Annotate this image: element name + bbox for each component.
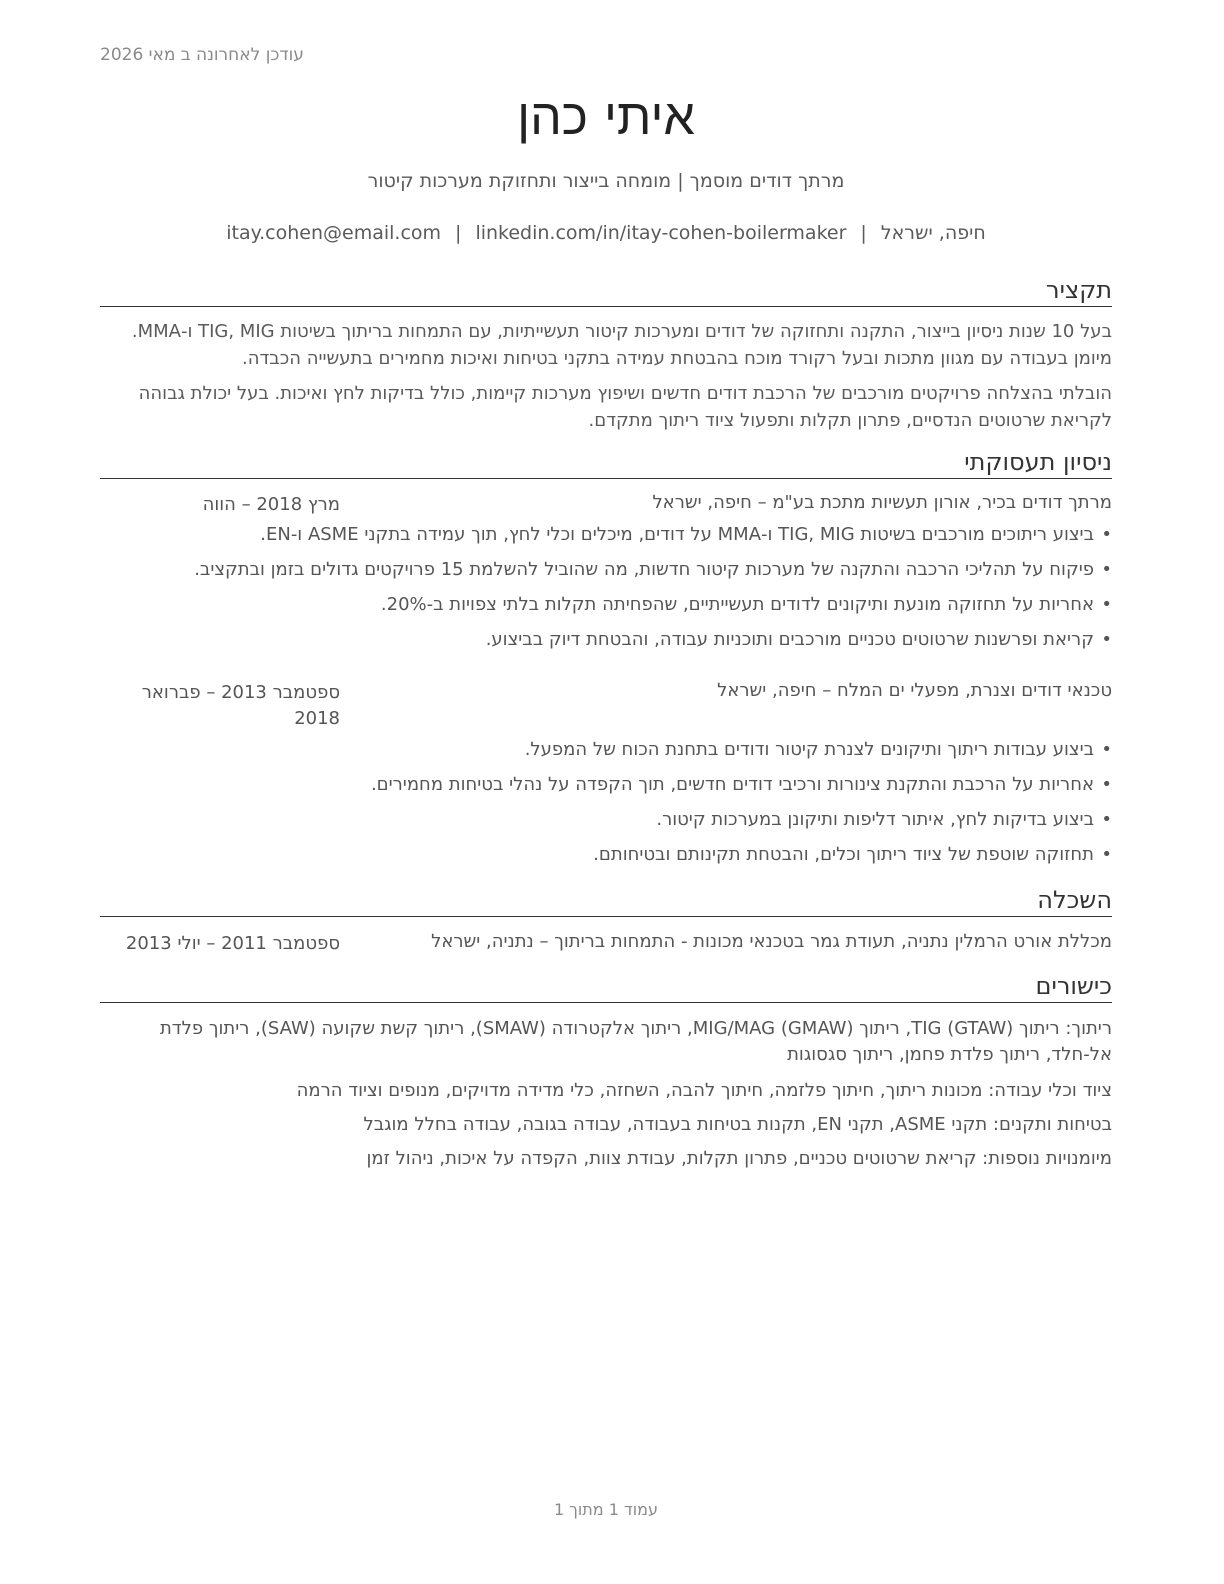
list-item: • ביצוע בדיקות לחץ, איתור דליפות ותיקונן במערכות קיטור. — [100, 807, 1112, 842]
contact-separator: | — [455, 222, 462, 244]
list-item: • תחזוקה שוטפת של ציוד ריתוך וכלים, והבטחת תקינותם ובטיחותם. — [100, 842, 1112, 877]
section-title-experience: ניסיון תעסוקתי — [100, 448, 1112, 479]
list-item: • ביצוע ריתוכים מורכבים בשיטות TIG, MIG ו-MMA על דודים, מיכלים וכלי לחץ, תוך עמידה בתקני ASME ו-EN. — [100, 522, 1112, 557]
resume-page — [100, 0, 1112, 1584]
job-dates: מרץ 2018 – הווה — [202, 494, 340, 515]
page-number: עמוד 1 מתוך 1 — [554, 1500, 658, 1519]
job-bullets — [100, 522, 1112, 662]
contact-line — [100, 222, 1112, 244]
education-dates: ספטמבר 2011 – יולי 2013 — [125, 933, 340, 954]
contact-email[interactable]: itay.cohen@email.com — [226, 222, 442, 244]
list-item: • קריאת ופרשנות שרטוטים טכניים מורכבים ותוכניות עבודה, והבטחת דיוק בביצוע. — [100, 627, 1112, 662]
section-title-education: השכלה — [100, 886, 1112, 917]
summary-paragraph: הובלתי בהצלחה פרויקטים מורכבים של הרכבת דודים חדשים ושיפוץ מערכות קיימות, כולל בדיקות לחץ ואיכות. בעל יכולת גבוהה לקריאת שרטוטים הנדסיים, פתרון תקלות ותפעול ציוד ריתוך מתקדם. — [138, 383, 1112, 431]
section-title-summary: תקציר — [100, 276, 1112, 307]
summary-paragraph: בעל 10 שנות ניסיון בייצור, התקנה ותחזוקה של דודים ומערכות קיטור תעשייתיות, עם התמחות בריתוך בשיטות TIG, MIG ו-MMA. מיומן בעבודה עם מגוון מתכות ובעל רקורד מוכח בהבטחת עמידה בתקני בטיחות ואיכות מחמירים בתעשייה הכבדה. — [131, 321, 1112, 369]
list-item: • פיקוח על תהליכי הרכבה והתקנה של מערכות קיטור חדשות, מה שהוביל להשלמת 15 פרויקטים גדולים בזמן ובתקציב. — [100, 557, 1112, 592]
skill-line: ריתוך: ריתוך TIG (GTAW), ריתוך MIG/MAG (GMAW), ריתוך אלקטרודה (SMAW), ריתוך קשת שקועה (SAW), ריתוך פלדת אל-חלד, ריתוך פלדת פחמן, ריתוך סגסוגות — [159, 1018, 1112, 1065]
skill-line: ציוד וכלי עבודה: מכונות ריתוך, חיתוך פלזמה, חיתוך להבה, השחזה, כלי מדידה מדויקים, מנופים וציוד הרמה — [296, 1080, 1112, 1101]
job-role: טכנאי דודים וצנרת, מפעלי ים המלח – חיפה, ישראל — [717, 680, 1112, 701]
last-updated: עודכן לאחרונה ב מאי 2026 — [100, 45, 304, 65]
list-item: • אחריות על הרכבת והתקנת צינורות ורכיבי דודים חדשים, תוך הקפדה על נהלי בטיחות מחמירים. — [100, 772, 1112, 807]
section-title-skills: כישורים — [100, 972, 1112, 1003]
job-dates: ספטמבר 2013 – פברואר 2018 — [141, 682, 340, 729]
skill-line: בטיחות ותקנים: תקני ASME, תקני EN, תקנות בטיחות בעבודה, עבודה בגובה, עבודה בחלל מוגבל — [363, 1114, 1112, 1135]
skill-line: מיומנויות נוספות: קריאת שרטוטים טכניים, פתרון תקלות, עבודת צוות, הקפדה על איכות, ניהול זמן — [366, 1148, 1112, 1169]
contact-separator: | — [860, 222, 867, 244]
list-item: • אחריות על תחזוקה מונעת ותיקונים לדודים תעשייתיים, שהפחיתה תקלות בלתי צפויות ב-20%. — [100, 592, 1112, 627]
tagline: מרתך דודים מוסמך | מומחה בייצור ותחזוקת מערכות קיטור — [367, 170, 845, 192]
list-item: • ביצוע עבודות ריתוך ותיקונים לצנרת קיטור ודודים בתחנת הכוח של המפעל. — [100, 737, 1112, 772]
job-role: מרתך דודים בכיר, אורון תעשיות מתכת בע"מ – חיפה, ישראל — [652, 492, 1112, 513]
candidate-name: איתי כהן — [517, 88, 695, 146]
contact-location: חיפה, ישראל — [880, 222, 986, 244]
contact-linkedin[interactable]: linkedin.com/in/itay-cohen-boilermaker — [475, 222, 847, 244]
job-bullets — [100, 737, 1112, 877]
education-school: מכללת אורט הרמלין נתניה, תעודת גמר בטכנאי מכונות - התמחות בריתוך – נתניה, ישראל — [431, 931, 1112, 952]
